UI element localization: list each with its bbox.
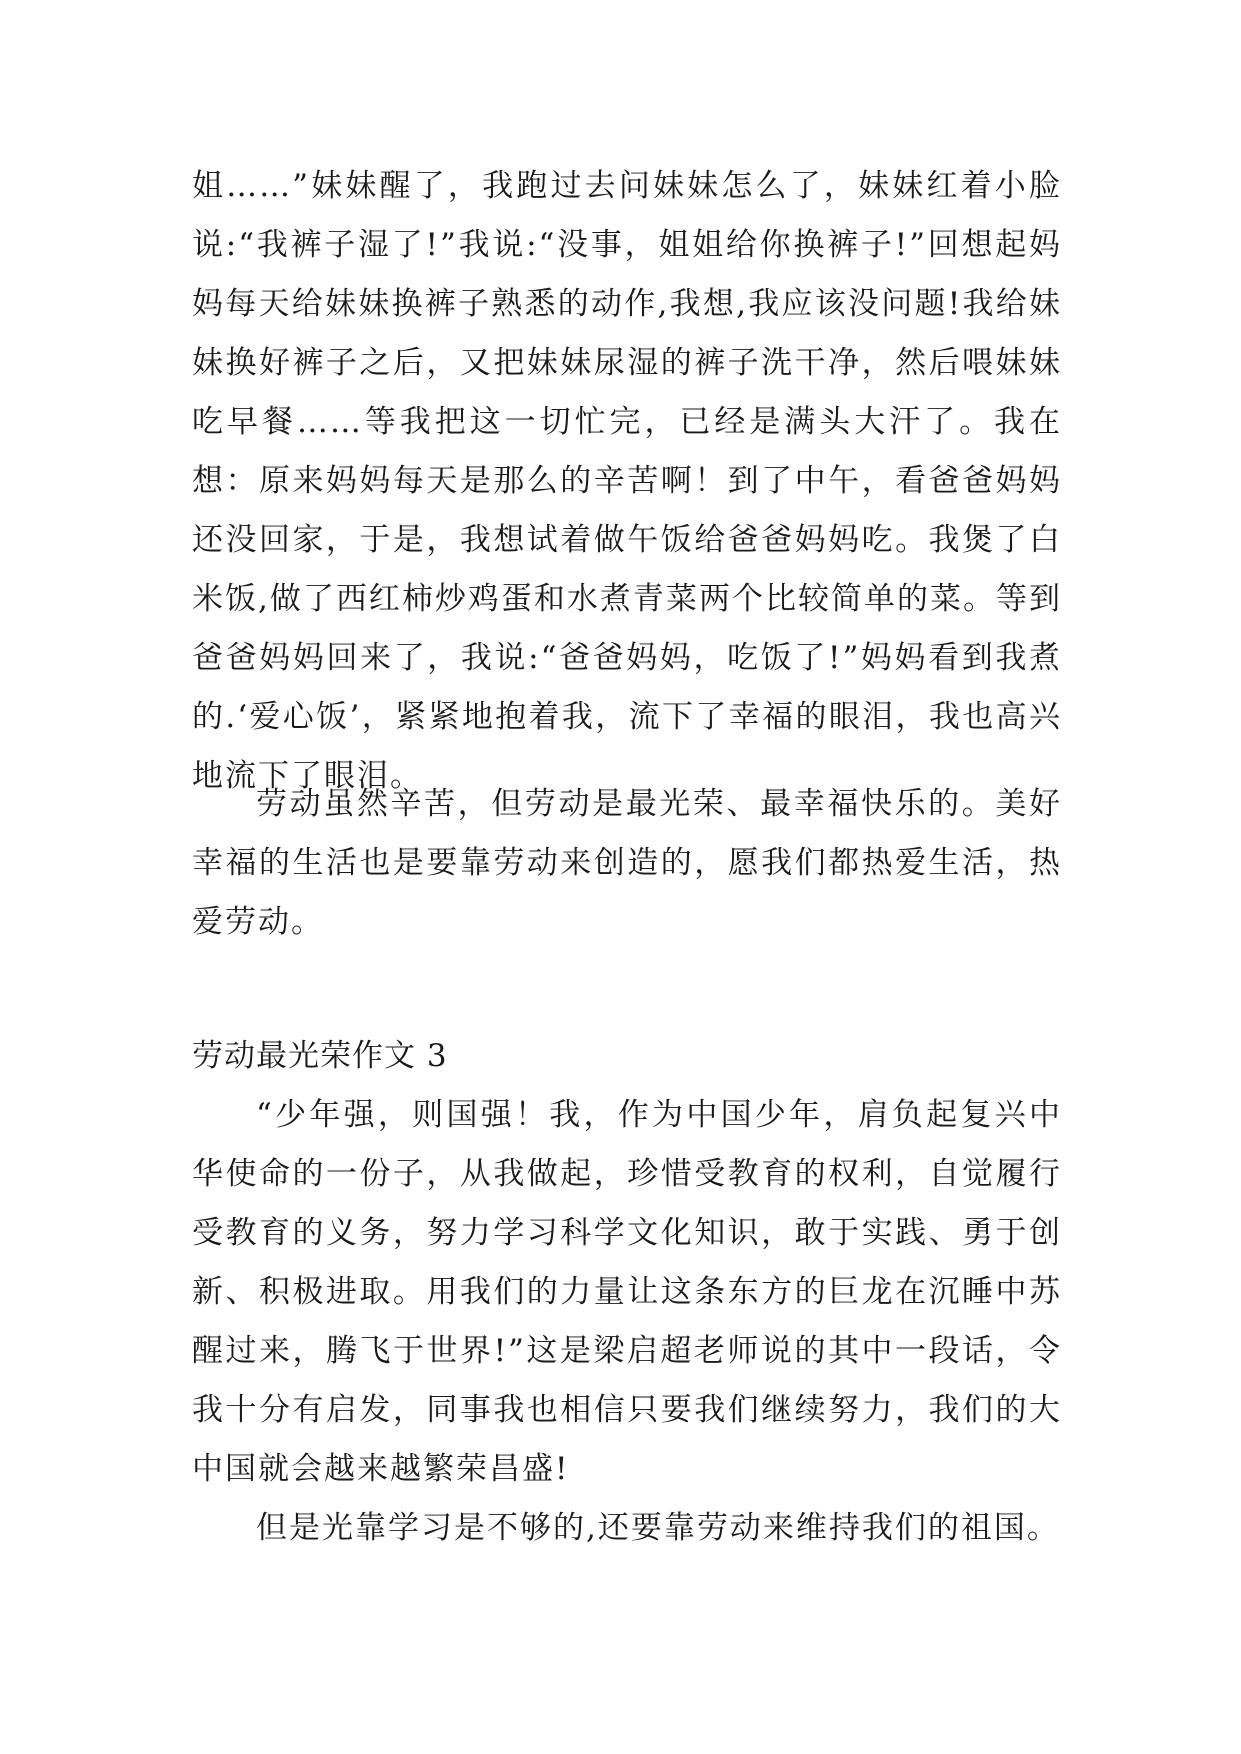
paragraph-conclusion: 劳动虽然辛苦，但劳动是最光荣、最幸福快乐的。美好幸福的生活也是要靠劳动来创造的，愿我们都热爱生活，热爱劳动。 <box>192 786 1062 940</box>
paragraph-essay3-second: 但是光靠学习是不够的,还要靠劳动来维持我们的祖国。 <box>256 1510 1060 1546</box>
paragraph-story-continuation: 姐……”妹妹醒了，我跑过去问妹妹怎么了，妹妹红着小脸说:“我裤子湿了!”我说:“没事，姐姐给你换裤子!”回想起妈妈每天给妹妹换裤子熟悉的动作,我想,我应该没问题!我给妹妹换好裤子之后，又把妹妹尿湿的裤子洗干净，然后喂妹妹吃早餐……等我把这一切忙完，已经是满头大汗了。我在想：原来妈妈每天是那么的辛苦啊！到了中午，看爸爸妈妈还没回家，于是，我想试着做午饭给爸爸妈妈吃。我煲了白米饭,做了西红柿炒鸡蛋和水煮青菜两个比较简单的菜。等到爸爸妈妈回来了，我说:“爸爸妈妈，吃饭了!”妈妈看到我煮的.‘爱心饭’，紧紧地抱着我，流下了幸福的眼泪，我也高兴地流下了眼泪。 <box>192 168 1062 794</box>
paragraph-essay3-intro: “少年强，则国强！我，作为中国少年，肩负起复兴中华使命的一份子，从我做起，珍惜受教育的权利，自觉履行受教育的义务，努力学习科学文化知识，敢于实践、勇于创新、积极进取。用我们的力量让这条东方的巨龙在沉睡中苏醒过来，腾飞于世界!”这是梁启超老师说的其中一段话，令我十分有启发，同事我也相信只要我们继续努力，我们的大中国就会越来越繁荣昌盛! <box>192 1097 1062 1487</box>
section-title: 劳动最光荣作文 3 <box>192 1038 448 1074</box>
